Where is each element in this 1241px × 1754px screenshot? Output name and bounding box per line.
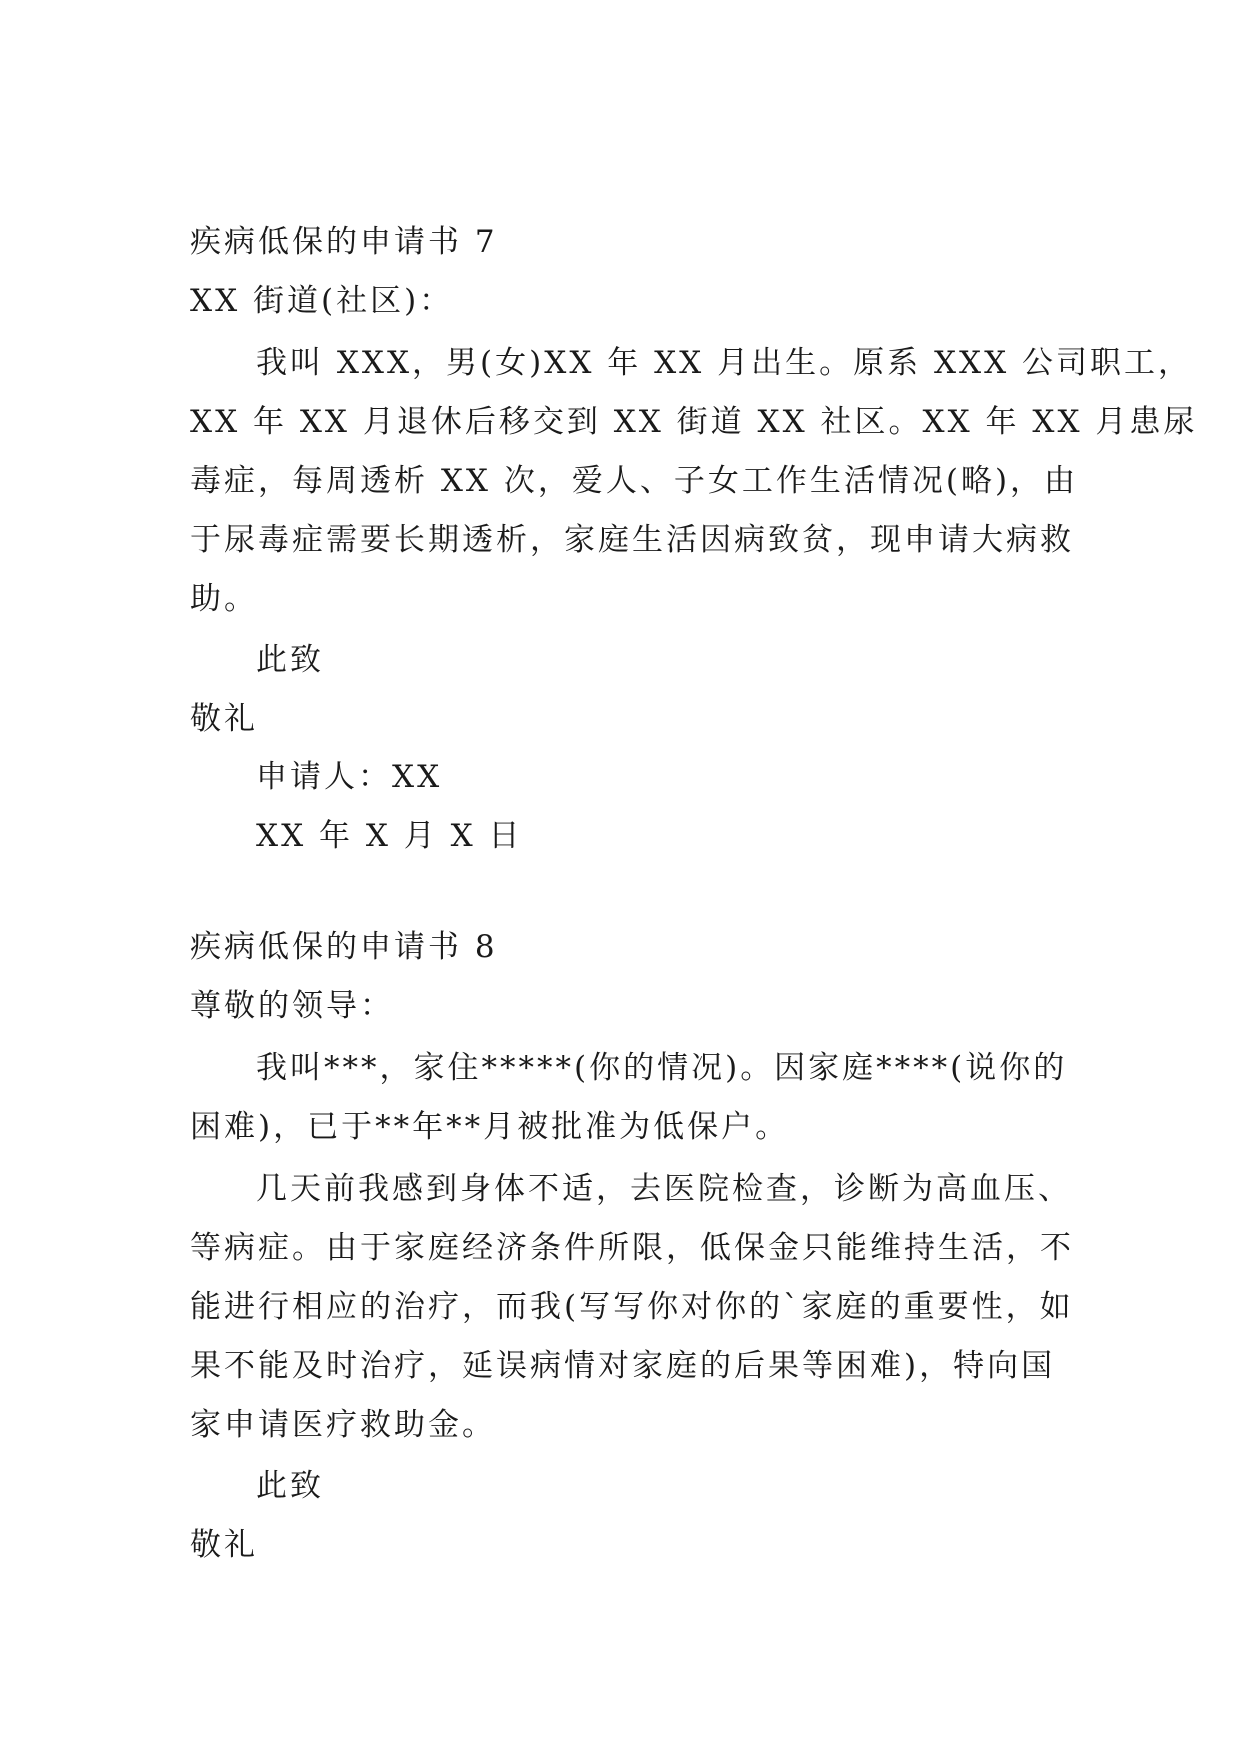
section-7-date: XX 年 X 月 X 日 [256,818,523,854]
section-7-closing-2: 敬礼 [190,701,258,737]
section-7-closing-1: 此致 [256,642,324,678]
section-8-closing-2: 敬礼 [190,1527,258,1563]
section-7-salutation: XX 街道(社区)： [190,283,454,319]
section-8-para1-line: 困难)，已于**年**月被批准为低保户。 [190,1109,790,1145]
section-7-body-line: 毒症，每周透析 XX 次，爱人、子女工作生活情况(略)，由 [190,463,1079,499]
section-7-body-line: XX 年 XX 月退休后移交到 XX 街道 XX 社区。XX 年 XX 月患尿 [190,404,1198,440]
section-7-applicant: 申请人：XX [256,759,443,795]
section-8-para1-line: 我叫***，家住*****(你的情况)。因家庭****(说你的 [256,1050,1068,1086]
section-8-para2-line: 几天前我感到身体不适，去医院检查，诊断为高血压、 [256,1171,1072,1207]
section-8-para2-line: 等病症。由于家庭经济条件所限，低保金只能维持生活，不 [190,1230,1074,1266]
section-8-closing-1: 此致 [256,1468,324,1504]
section-7-title: 疾病低保的申请书 7 [190,224,498,260]
section-8-para2-line: 家申请医疗救助金。 [190,1407,496,1443]
section-7-body-line: 助。 [190,581,258,617]
section-7-body-line: 我叫 XXX，男(女)XX 年 XX 月出生。原系 XXX 公司职工， [256,345,1193,381]
section-8-salutation: 尊敬的领导： [190,988,394,1024]
section-8-title: 疾病低保的申请书 8 [190,929,498,965]
section-8-para2-line: 能进行相应的治疗，而我(写写你对你的`家庭的重要性，如 [190,1289,1074,1325]
section-8-para2-line: 果不能及时治疗，延误病情对家庭的后果等困难)，特向国 [190,1348,1056,1384]
section-7-body-line: 于尿毒症需要长期透析，家庭生活因病致贫，现申请大病救 [190,522,1074,558]
